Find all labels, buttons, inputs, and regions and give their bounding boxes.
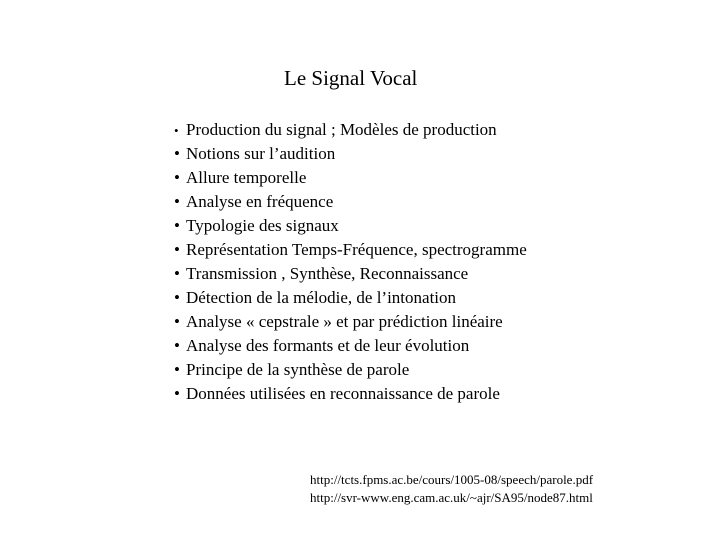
bullet-icon: • — [174, 240, 180, 259]
reference-links — [310, 471, 593, 507]
bullet-icon: • — [174, 360, 180, 379]
list-item-text: Principe de la synthèse de parole — [186, 360, 410, 379]
list-item — [174, 262, 527, 286]
list-item — [174, 238, 527, 262]
list-item — [174, 142, 527, 166]
list-item — [174, 334, 527, 358]
bullet-icon: • — [174, 384, 180, 403]
topic-list — [174, 118, 527, 406]
bullet-icon: • — [174, 144, 180, 163]
reference-link-node87[interactable]: http://svr-www.eng.cam.ac.uk/~ajr/SA95/node87.html — [310, 490, 593, 505]
list-item-text: Production du signal ; Modèles de production — [186, 120, 497, 139]
bullet-icon: • — [174, 192, 180, 211]
bullet-icon: • — [174, 168, 180, 187]
list-item-text: Détection de la mélodie, de l’intonation — [186, 288, 457, 307]
bullet-icon: • — [174, 216, 180, 235]
bullet-icon: • — [174, 336, 180, 355]
list-item — [174, 214, 527, 238]
list-item — [174, 190, 527, 214]
list-item-text: Notions sur l’audition — [186, 144, 336, 163]
list-item — [174, 382, 527, 406]
list-item — [174, 118, 527, 142]
list-item-text: Typologie des signaux — [186, 216, 339, 235]
list-item-text: Allure temporelle — [186, 168, 307, 187]
list-item — [174, 358, 527, 382]
reference-link-parole-pdf[interactable]: http://tcts.fpms.ac.be/cours/1005-08/speech/parole.pdf — [310, 472, 594, 487]
list-item-text: Transmission , Synthèse, Reconnaissance — [186, 264, 469, 283]
bullet-icon: • — [174, 123, 179, 138]
slide-title: Le Signal Vocal — [284, 66, 418, 90]
list-item-text: Analyse en fréquence — [186, 192, 334, 211]
list-item-text: Données utilisées en reconnaissance de parole — [186, 384, 500, 403]
list-item — [174, 166, 527, 190]
list-item — [174, 310, 527, 334]
bullet-icon: • — [174, 288, 180, 307]
list-item-text: Représentation Temps-Fréquence, spectrogramme — [186, 240, 527, 259]
bullet-icon: • — [174, 264, 180, 283]
list-item-text: Analyse « cepstrale » et par prédiction linéaire — [186, 312, 503, 331]
list-item — [174, 286, 527, 310]
bullet-icon: • — [174, 312, 180, 331]
list-item-text: Analyse des formants et de leur évolution — [186, 336, 470, 355]
